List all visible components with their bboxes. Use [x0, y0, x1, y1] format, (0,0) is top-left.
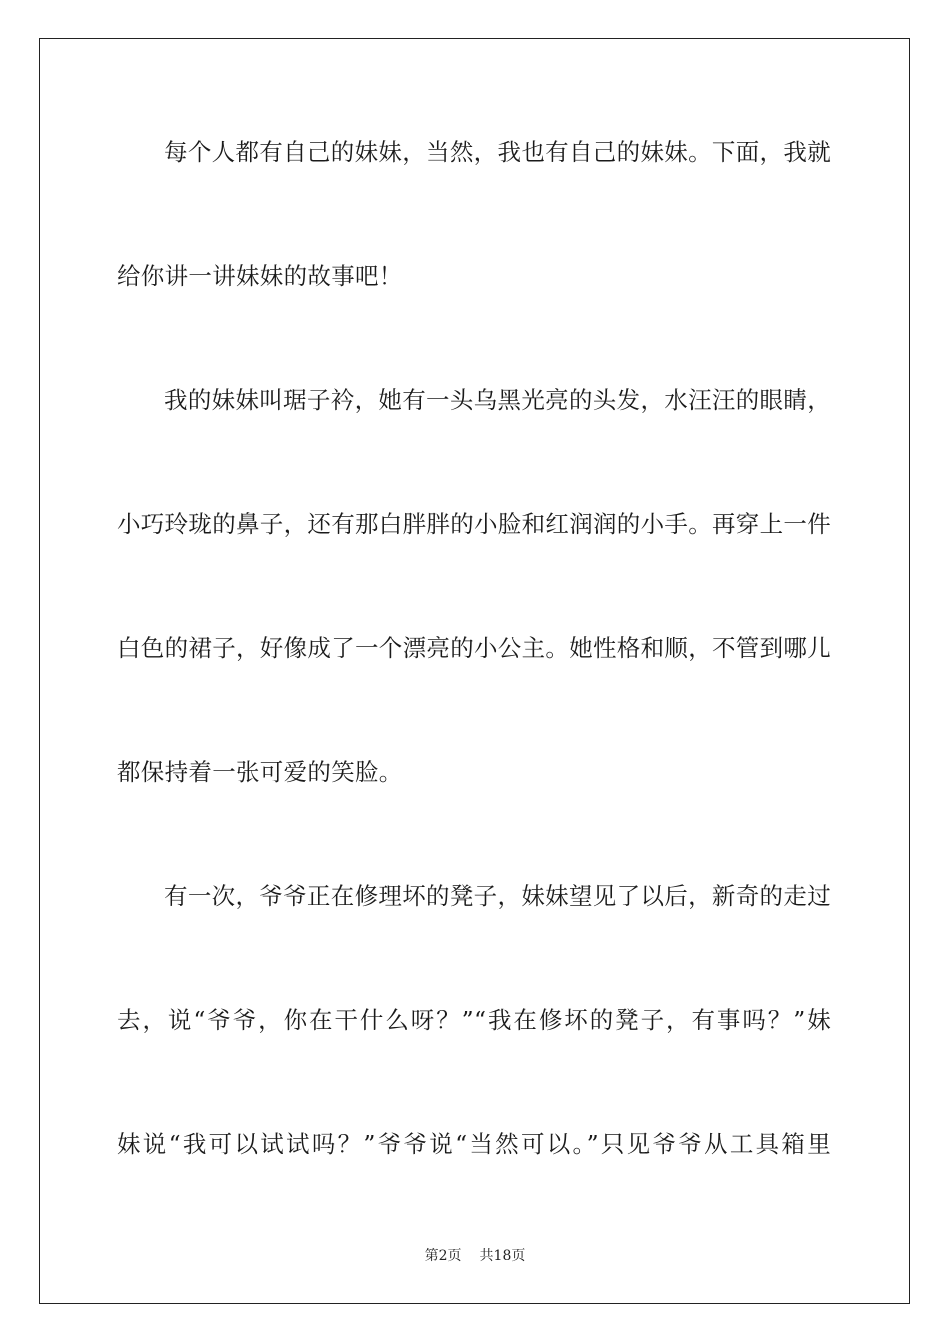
page-number: 第2页 — [424, 1248, 462, 1264]
paragraph-3-line-3: 妹说“我可以试试吗？”爷爷说“当然可以。”只见爷爷从工具箱里 — [117, 1130, 831, 1158]
page-total: 共18页 — [479, 1248, 526, 1264]
page-footer — [0, 1247, 950, 1265]
paragraph-2-line-3: 白色的裙子，好像成了一个漂亮的小公主。她性格和顺，不管到哪儿 — [117, 634, 831, 662]
page-border — [39, 38, 910, 1304]
paragraph-3-line-2: 去，说“爷爷，你在干什么呀？”“我在修坏的凳子，有事吗？”妹 — [117, 1006, 831, 1034]
paragraph-2-line-2: 小巧玲珑的鼻子，还有那白胖胖的小脸和红润润的小手。再穿上一件 — [117, 510, 831, 538]
paragraph-1-line-1: 每个人都有自己的妹妹，当然，我也有自己的妹妹。下面，我就 — [164, 138, 831, 166]
paragraph-3-line-1: 有一次，爷爷正在修理坏的凳子，妹妹望见了以后，新奇的走过 — [164, 882, 831, 910]
paragraph-1-line-2: 给你讲一讲妹妹的故事吧！ — [117, 262, 403, 290]
paragraph-2-line-4: 都保持着一张可爱的笑脸。 — [117, 758, 403, 786]
paragraph-2-line-1: 我的妹妹叫琚子衿，她有一头乌黑光亮的头发，水汪汪的眼睛， — [164, 386, 831, 414]
